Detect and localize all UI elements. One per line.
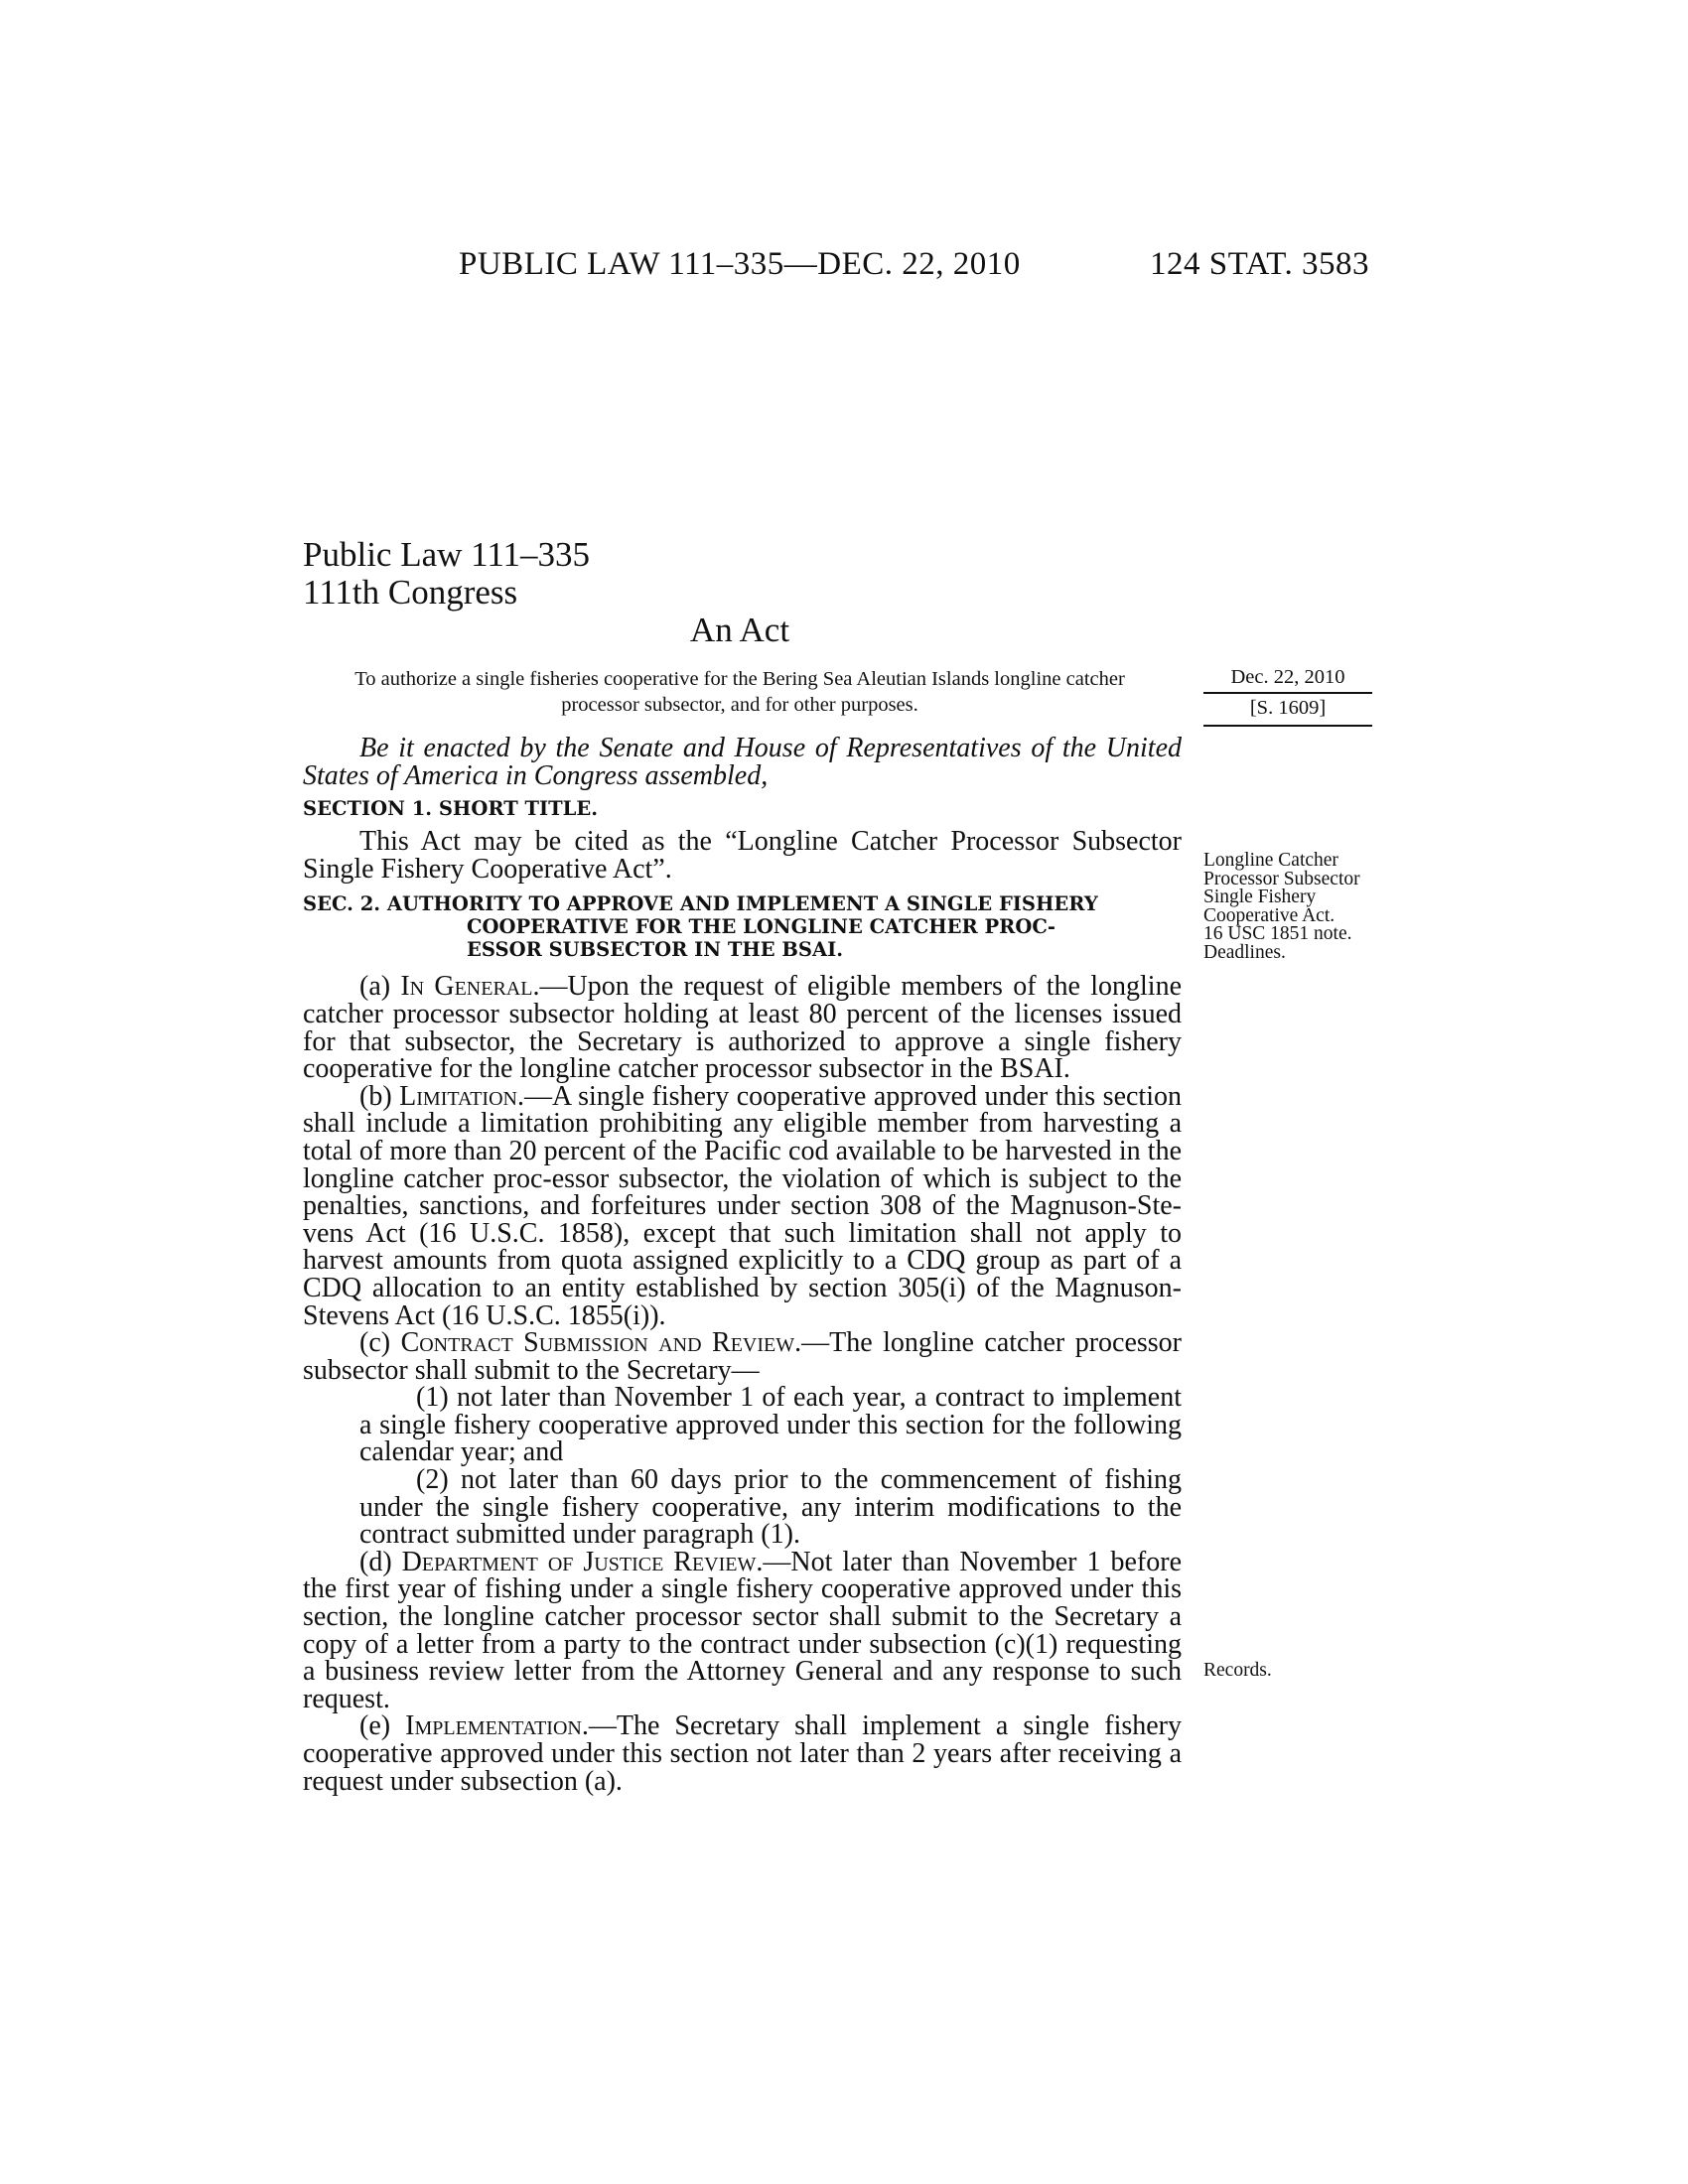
margin-note-short-title bbox=[1203, 852, 1377, 962]
section-2-heading-line-1: SEC. 2. AUTHORITY TO APPROVE AND IMPLEMENT A SINGLE FISHERY bbox=[303, 892, 1098, 916]
subsection-d bbox=[303, 1546, 1182, 1714]
paragraph-c-2: (2) not later than 60 days prior to the commencement of fishing under the single fishery cooperative, any interim modifications to the contract submitted under paragraph (1). bbox=[359, 1464, 1182, 1551]
subsection-b-marker: (b) bbox=[359, 1080, 400, 1112]
subsection-d-heading: Department of Justice Review. bbox=[401, 1546, 764, 1577]
margin-note-deadlines: Deadlines. bbox=[1203, 941, 1286, 963]
enacting-clause: Be it enacted by the Senate and House of Representatives of the United States of America in Congress assembled, bbox=[303, 733, 1182, 791]
subsection-e bbox=[303, 1712, 1182, 1795]
section-2-heading bbox=[303, 892, 1182, 961]
an-act-heading: An Act bbox=[689, 611, 790, 649]
statute-page-ref: 124 STAT. 3583 bbox=[1150, 246, 1370, 282]
subsection-a-marker: (a) bbox=[359, 971, 401, 1003]
date-rule bbox=[1203, 692, 1372, 694]
subsection-d-text: —Not later than November 1 before the first year of fishing under a single fishery cooperative approved under this section, the longline catcher processor sector shall submit to the Secretary a copy of a letter from a party to the contract under subsection (c)(1) requesting a business review letter from the Attorney General and any response to such request. bbox=[303, 1546, 1182, 1714]
subsection-c-text: —The longline catcher processor subsector shall submit to the Secretary— bbox=[303, 1327, 1182, 1386]
subsection-e-marker: (e) bbox=[359, 1710, 406, 1742]
section-1-text: This Act may be cited as the “Longline Catcher Processor Subsector Single Fishery Cooperative Act”. bbox=[303, 826, 1182, 885]
subsection-a-text: —Upon the request of eligible members of the longline catcher processor subsector holding at least 80 percent of the licenses issued for that subsector, the Secretary is authorized to approve a single fishery cooperative for the longline catcher processor subsector in the BSAI. bbox=[303, 971, 1183, 1085]
congress-number: 111th Congress bbox=[303, 573, 518, 612]
paragraph-c-1: (1) not later than November 1 of each year, a contract to implement a single fishery cooperative approved under this section for the following calendar year; and bbox=[359, 1382, 1182, 1468]
margin-note-usc: 16 USC 1851 note. bbox=[1203, 923, 1352, 944]
subsection-c bbox=[303, 1329, 1182, 1384]
subsection-e-text: —The Secretary shall implement a single fishery cooperative approved under this section not later than 2 years after receiving a request under subsection (a). bbox=[303, 1710, 1182, 1797]
subsection-b-heading: Limitation. bbox=[399, 1080, 524, 1112]
subsection-a-heading: In General. bbox=[400, 971, 540, 1003]
law-title-block bbox=[303, 536, 590, 612]
subsection-c-heading: Contract Submission and Review. bbox=[400, 1327, 802, 1359]
subsection-e-heading: Implementation. bbox=[405, 1710, 589, 1742]
enactment-date: Dec. 22, 2010 bbox=[1230, 666, 1345, 688]
act-body bbox=[303, 735, 1182, 1795]
bill-number: [S. 1609] bbox=[1249, 697, 1327, 719]
subsection-d-marker: (d) bbox=[359, 1546, 402, 1577]
section-2-heading-line-2: COOPERATIVE FOR THE LONGLINE CATCHER PROC- bbox=[467, 915, 1055, 939]
margin-note-act-name: Longline Catcher Processor Subsector Single Fishery Cooperative Act. bbox=[1203, 850, 1360, 926]
running-title: PUBLIC LAW 111–335—DEC. 22, 2010 bbox=[459, 246, 1021, 282]
margin-note-records: Records. bbox=[1203, 1660, 1272, 1681]
section-1-heading: SECTION 1. SHORT TITLE. bbox=[303, 797, 599, 821]
subsection-b bbox=[303, 1080, 1182, 1331]
subsection-a bbox=[303, 971, 1183, 1085]
purpose-statement: To authorize a single fisheries cooperative for the Bering Sea Aleutian Islands longline catcher processor subsector, and for other purposes. bbox=[354, 668, 1125, 716]
subsection-c-marker: (c) bbox=[359, 1327, 401, 1359]
law-number: Public Law 111–335 bbox=[303, 535, 591, 574]
bill-rule bbox=[1203, 725, 1372, 727]
section-2-heading-line-3: ESSOR SUBSECTOR IN THE BSAI. bbox=[467, 938, 844, 962]
subsection-b-text: —A single fishery cooperative approved under this section shall include a limitation prohibiting any eligible member from harvesting a total of more than 20 percent of the Pacific cod available to be harvested in the longline catcher proc-essor subsector, the violation of which is subject to the penalties, sanctions, and forfeitures under section 308 of the Magnuson-Ste-vens Act (16 U.S.C. 1858), except that such limitation shall not apply to harvest amounts from quota assigned explicitly to a CDQ group as part of a CDQ allocation to an entity established by section 305(i) of the Magnuson-Stevens Act (16 U.S.C. 1855(i)). bbox=[303, 1080, 1182, 1331]
